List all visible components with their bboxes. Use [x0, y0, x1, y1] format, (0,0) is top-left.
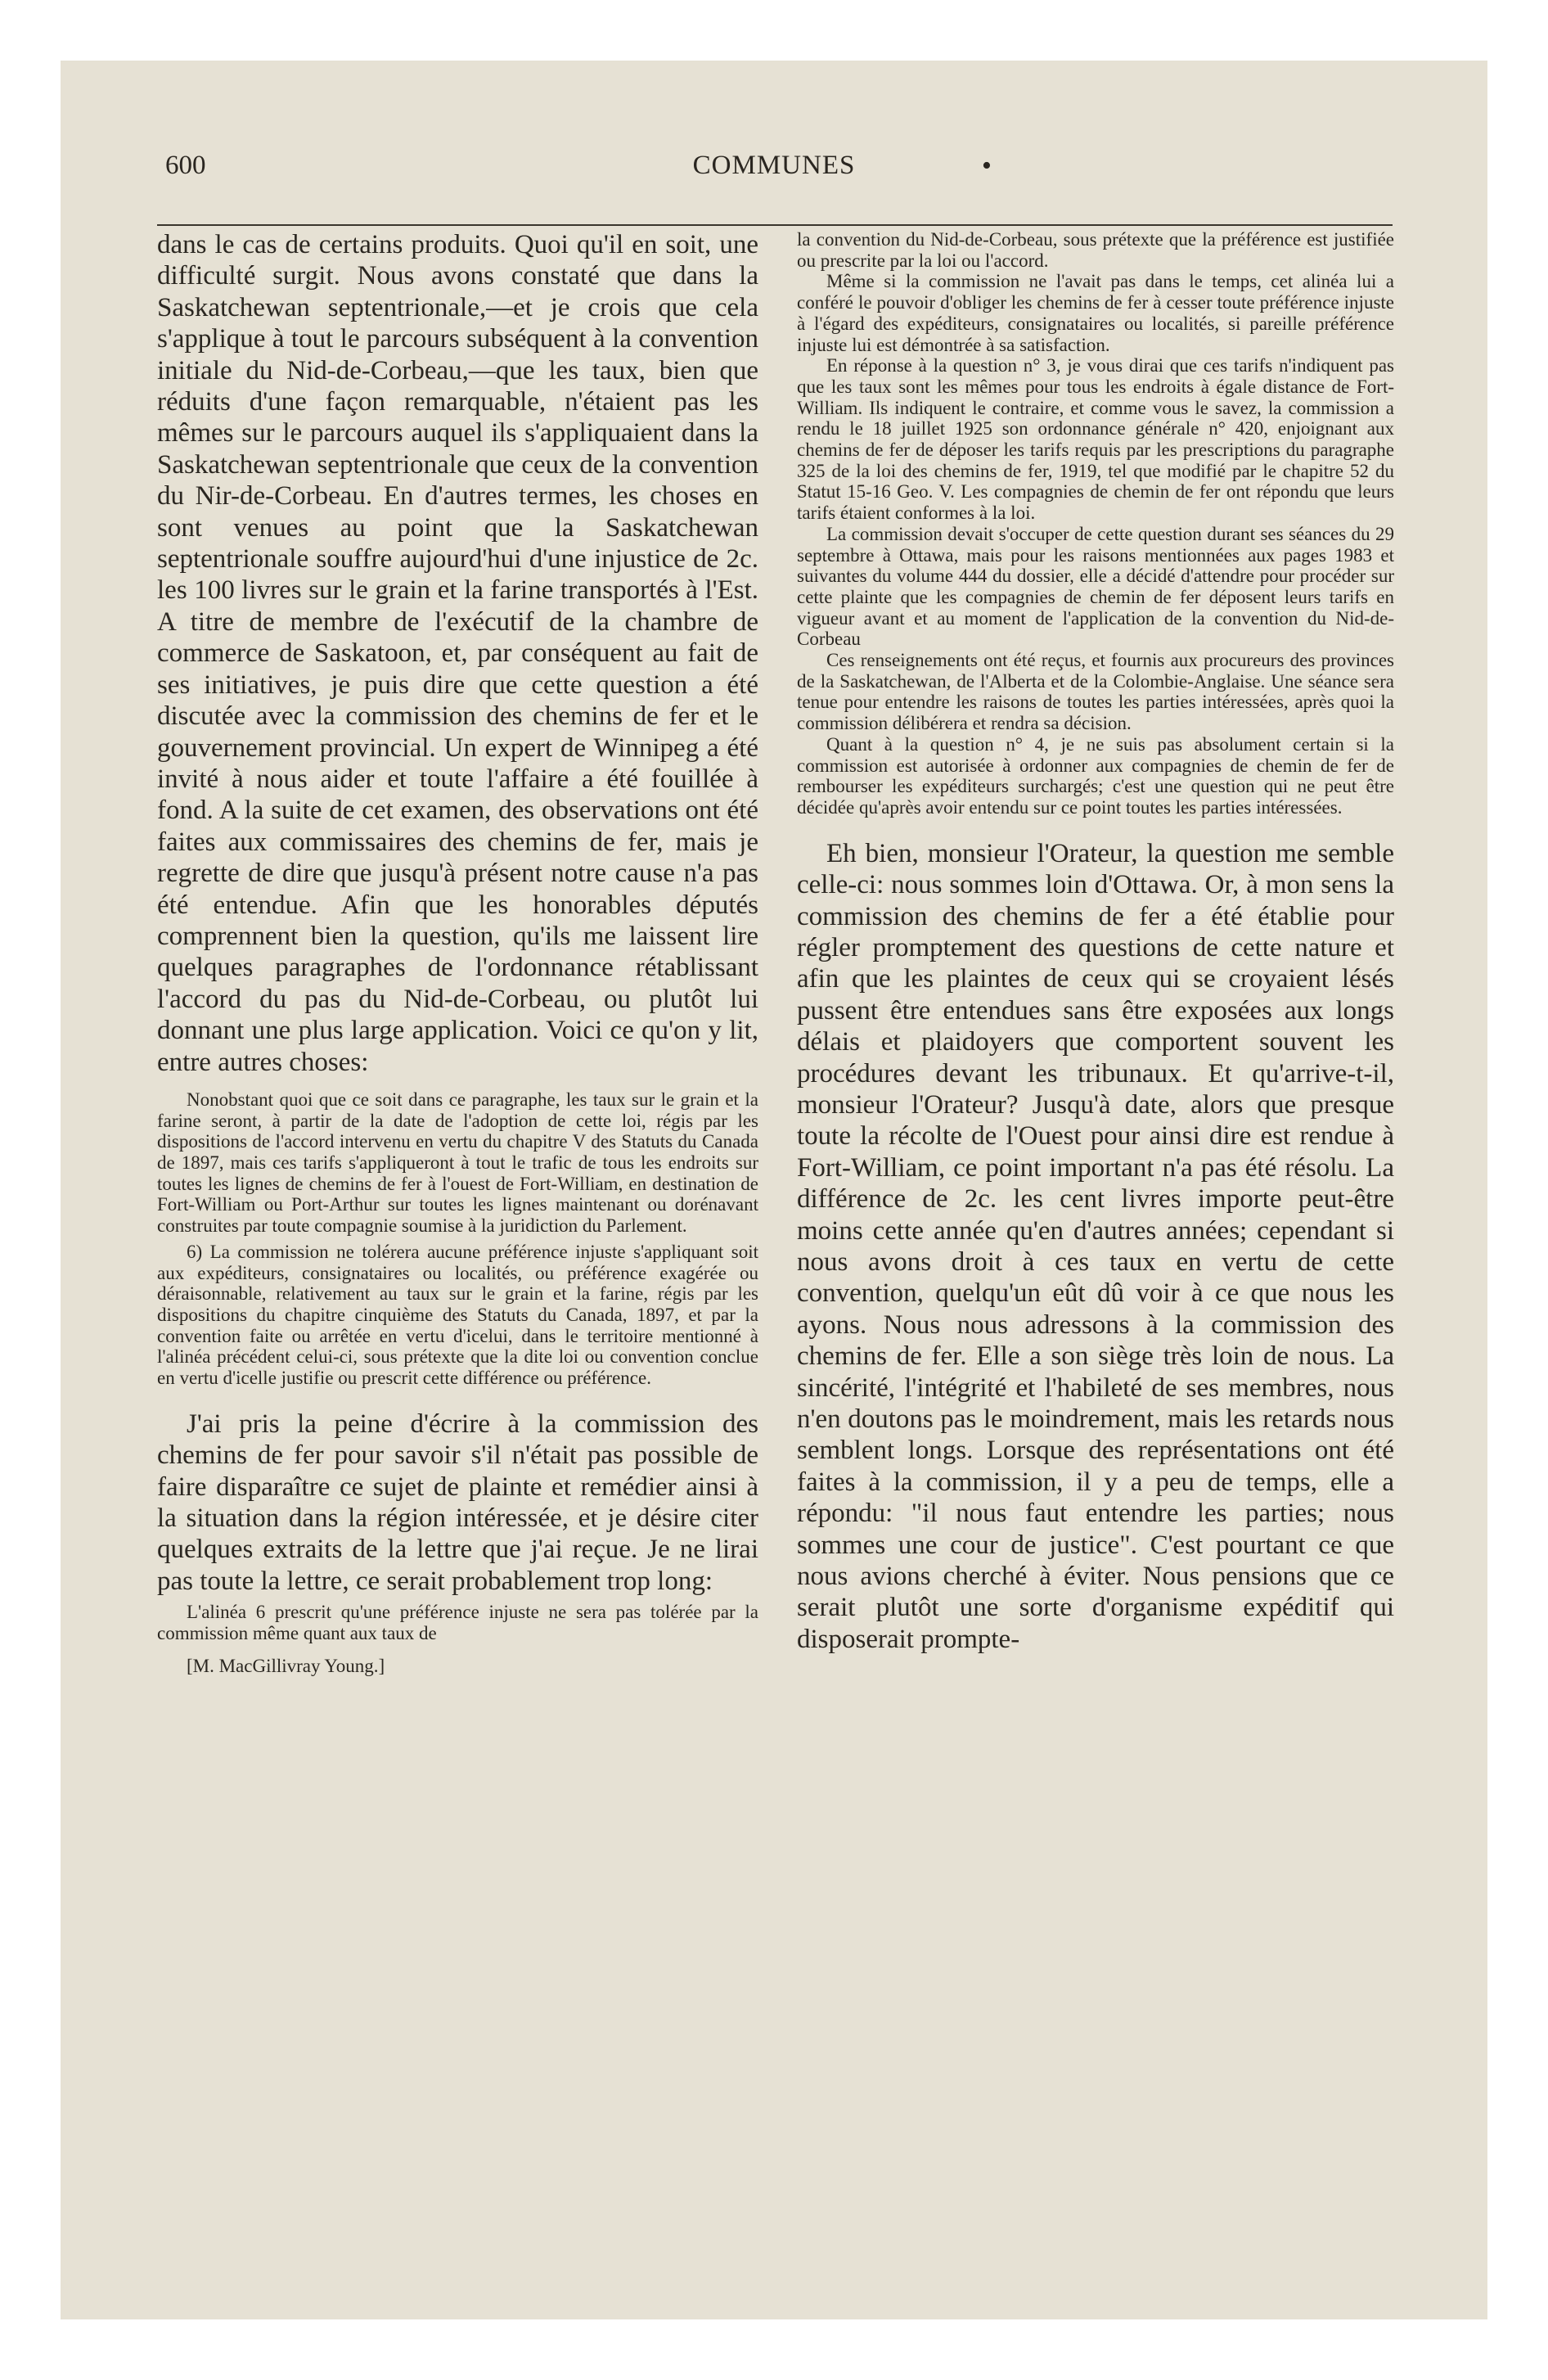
- header-mark: •: [982, 151, 992, 181]
- quoted-statute-paragraph: Nonobstant quoi que ce soit dans ce paragraphe, les taux sur le grain et la farine seront, à partir de la date de l'adoption de cette loi, régis par les dispositions de l'accord intervenu en vertu du chapitre V des Statuts du Canada de 1897, mais ces tarifs s'appliqueront à tout le trafic de tous les endroits sur toutes les lignes de chemins de fer à l'ouest de Fort-William, en destination de Fort-William ou Port-Arthur sur toutes les lignes maintenant ou dorénavant construites par toute compagnie soumise à la juridiction du Parlement.: [157, 1089, 758, 1237]
- right-column: [797, 229, 1394, 1655]
- scanned-page: [61, 61, 1487, 2319]
- paragraph-conclusion: Eh bien, monsieur l'Orateur, la question me semble celle-ci: nous sommes loin d'Ottawa. Or, à mon sens la commission des chemins de fer a été établie pour régler promptement des questions de cette nature et afin que les plaintes de ceux qui se croyaient lésés pussent être entendues sans être exposées aux longs délais et plaidoyers que comportent souvent les procédures devant les tribunaux. Et qu'arrive-t-il, monsieur l'Orateur? Jusqu'à date, alors que presque toute la récolte de l'Ouest pour ainsi dire est rendue à Fort-William, ce point important n'a pas été résolu. La différence de 2c. les cent livres importe peut-être moins cette année qu'en d'autres années; cependant si nous avons droit à ces taux en vertu de cette convention, quelqu'un eût dû voir à ce que nous les ayons. Nous nous adressons à la commission des chemins de fer. Elle a son siège très loin de nous. La sincérité, l'intégrité et l'habileté de ses membres, nous n'en doutons pas le moindrement, mais les retards nous semblent longs. Lorsque des représentations ont été faites à la commission, il y a peu de temps, elle a répondu: "il nous faut entendre les parties; nous sommes une cour de justice". C'est pourtant ce que nous avions cherché à éviter. Nous pensions que ce serait plutôt une sorte d'organisme expéditif qui disposerait prompte-: [797, 838, 1394, 1654]
- letter-extract-paragraph: La commission devait s'occuper de cette question durant ses séances du 29 septembre à Ottawa, mais pour les raisons mentionnées aux pages 1983 et suivantes du volume 444 du dossier, elle a décidé d'attendre pour procéder sur cette plainte que les compagnies de chemin de fer déposent leurs tarifs en vigueur avant et au moment de l'application de la convention du Nid-de-Corbeau: [797, 523, 1394, 650]
- letter-extract-paragraph: Même si la commission ne l'avait pas dans le temps, cet alinéa lui a conféré le pouvoir d'obliger les chemins de fer à cesser toute préférence injuste à l'égard des expéditeurs, consignataires ou localités, si pareille préférence injuste lui est démontrée à sa satisfaction.: [797, 271, 1394, 355]
- quoted-statute-clause-6: 6) La commission ne tolérera aucune préférence injuste s'appliquant soit aux expéditeurs, consignataires ou localités, ou préférence exagérée ou déraisonnable, relativement au taux sur le grain et la farine, régis par les dispositions du chapitre cinquième des Statuts du Canada, 1897, et par la convention faite ou arrêtée en vertu d'icelui, dans le territoire mentionné à l'alinéa précédent celui-ci, sous prétexte que la dite loi ou convention conclue en vertu d'icelle justifie ou prescrit cette différence ou préférence.: [157, 1241, 758, 1389]
- paragraph-letter-intro: J'ai pris la peine d'écrire à la commission des chemins de fer pour savoir s'il n'était pas possible de faire disparaître ce sujet de plainte et remédier ainsi à la situation dans la région intéressée, et je désire citer quelques extraits de la lettre que j'ai reçue. Je ne lirai pas toute la lettre, ce serait probablement trop long:: [157, 1409, 758, 1596]
- letter-extract-continued: la convention du Nid-de-Corbeau, sous prétexte que la préférence est justifiée ou prescrite par la loi ou l'accord.: [797, 229, 1394, 271]
- speaker-attribution: [M. MacGillivray Young.]: [187, 1655, 385, 1676]
- running-title: COMMUNES: [692, 151, 856, 180]
- letter-extract-paragraph: Ces renseignements ont été reçus, et fournis aux procureurs des provinces de la Saskatchewan, de l'Alberta et de la Colombie-Anglaise. Une séance sera tenue pour entendre les raisons de toutes les parties intéressées, après quoi la commission délibérera et rendra sa décision.: [797, 650, 1394, 734]
- letter-extract-paragraph: Quant à la question n° 4, je ne suis pas absolument certain si la commission est autorisée à ordonner aux compagnies de chemin de fer de rembourser les expéditeurs surchargés; c'est une question qui ne peut être décidée qu'après avoir entendu sur ce point toutes les parties intéressées.: [797, 733, 1394, 818]
- left-column: [157, 229, 758, 1676]
- page-header: [61, 151, 1487, 200]
- header-rule: [157, 224, 1393, 226]
- page-number: 600: [165, 151, 206, 180]
- paragraph-intro: dans le cas de certains produits. Quoi qu'il en soit, une difficulté surgit. Nous avons constaté que dans la Saskatchewan septentrionale,—et je crois que cela s'applique à tout le parcours subséquent à la convention initiale du Nid-de-Corbeau,—que les taux, bien que réduits d'une façon remarquable, n'étaient pas les mêmes sur le parcours auquel ils s'appliquaient dans la Saskatchewan septentrionale que ceux de la convention du Nir-de-Corbeau. En d'autres termes, les choses en sont venues au point que la Saskatchewan septentrionale souffre aujourd'hui d'une injustice de 2c. les 100 livres sur le grain et la farine transportés à l'Est. A titre de membre de l'exécutif de la chambre de commerce de Saskatoon, et, par conséquent au fait de ses initiatives, je puis dire que cette question a été discutée avec la commission des chemins de fer et le gouvernement provincial. Un expert de Winnipeg a été invité à nous aider et toute l'affaire a été fouillée à fond. A la suite de cet examen, des observations ont été faites aux commissaires des chemins de fer, mais je regrette de dire que jusqu'à présent notre cause n'a pas été entendue. Afin que les honorables députés comprennent bien la question, qu'ils me laissent lire quelques paragraphes de l'ordonnance rétablissant l'accord du pas du Nid-de-Corbeau, ou plutôt lui donnant une plus large application. Voici ce qu'on y lit, entre autres choses:: [157, 230, 758, 1077]
- letter-extract-start: L'alinéa 6 prescrit qu'une préférence injuste ne sera pas tolérée par la commission même quant aux taux de: [157, 1602, 758, 1643]
- letter-extract-paragraph: En réponse à la question n° 3, je vous dirai que ces tarifs n'indiquent pas que les taux sont les mêmes pour tous les endroits à égale distance de Fort-William. Ils indiquent le contraire, et comme vous le savez, la commission a rendu le 18 juillet 1925 son ordonnance générale n° 420, enjoignant aux chemins de fer de déposer les tarifs requis par les prescriptions du paragraphe 325 de la loi des chemins de fer, 1919, tel que modifié par le chapitre 52 du Statut 15-16 Geo. V. Les compagnies de chemin de fer ont répondu que leurs tarifs étaient conformes à la loi.: [797, 355, 1394, 524]
